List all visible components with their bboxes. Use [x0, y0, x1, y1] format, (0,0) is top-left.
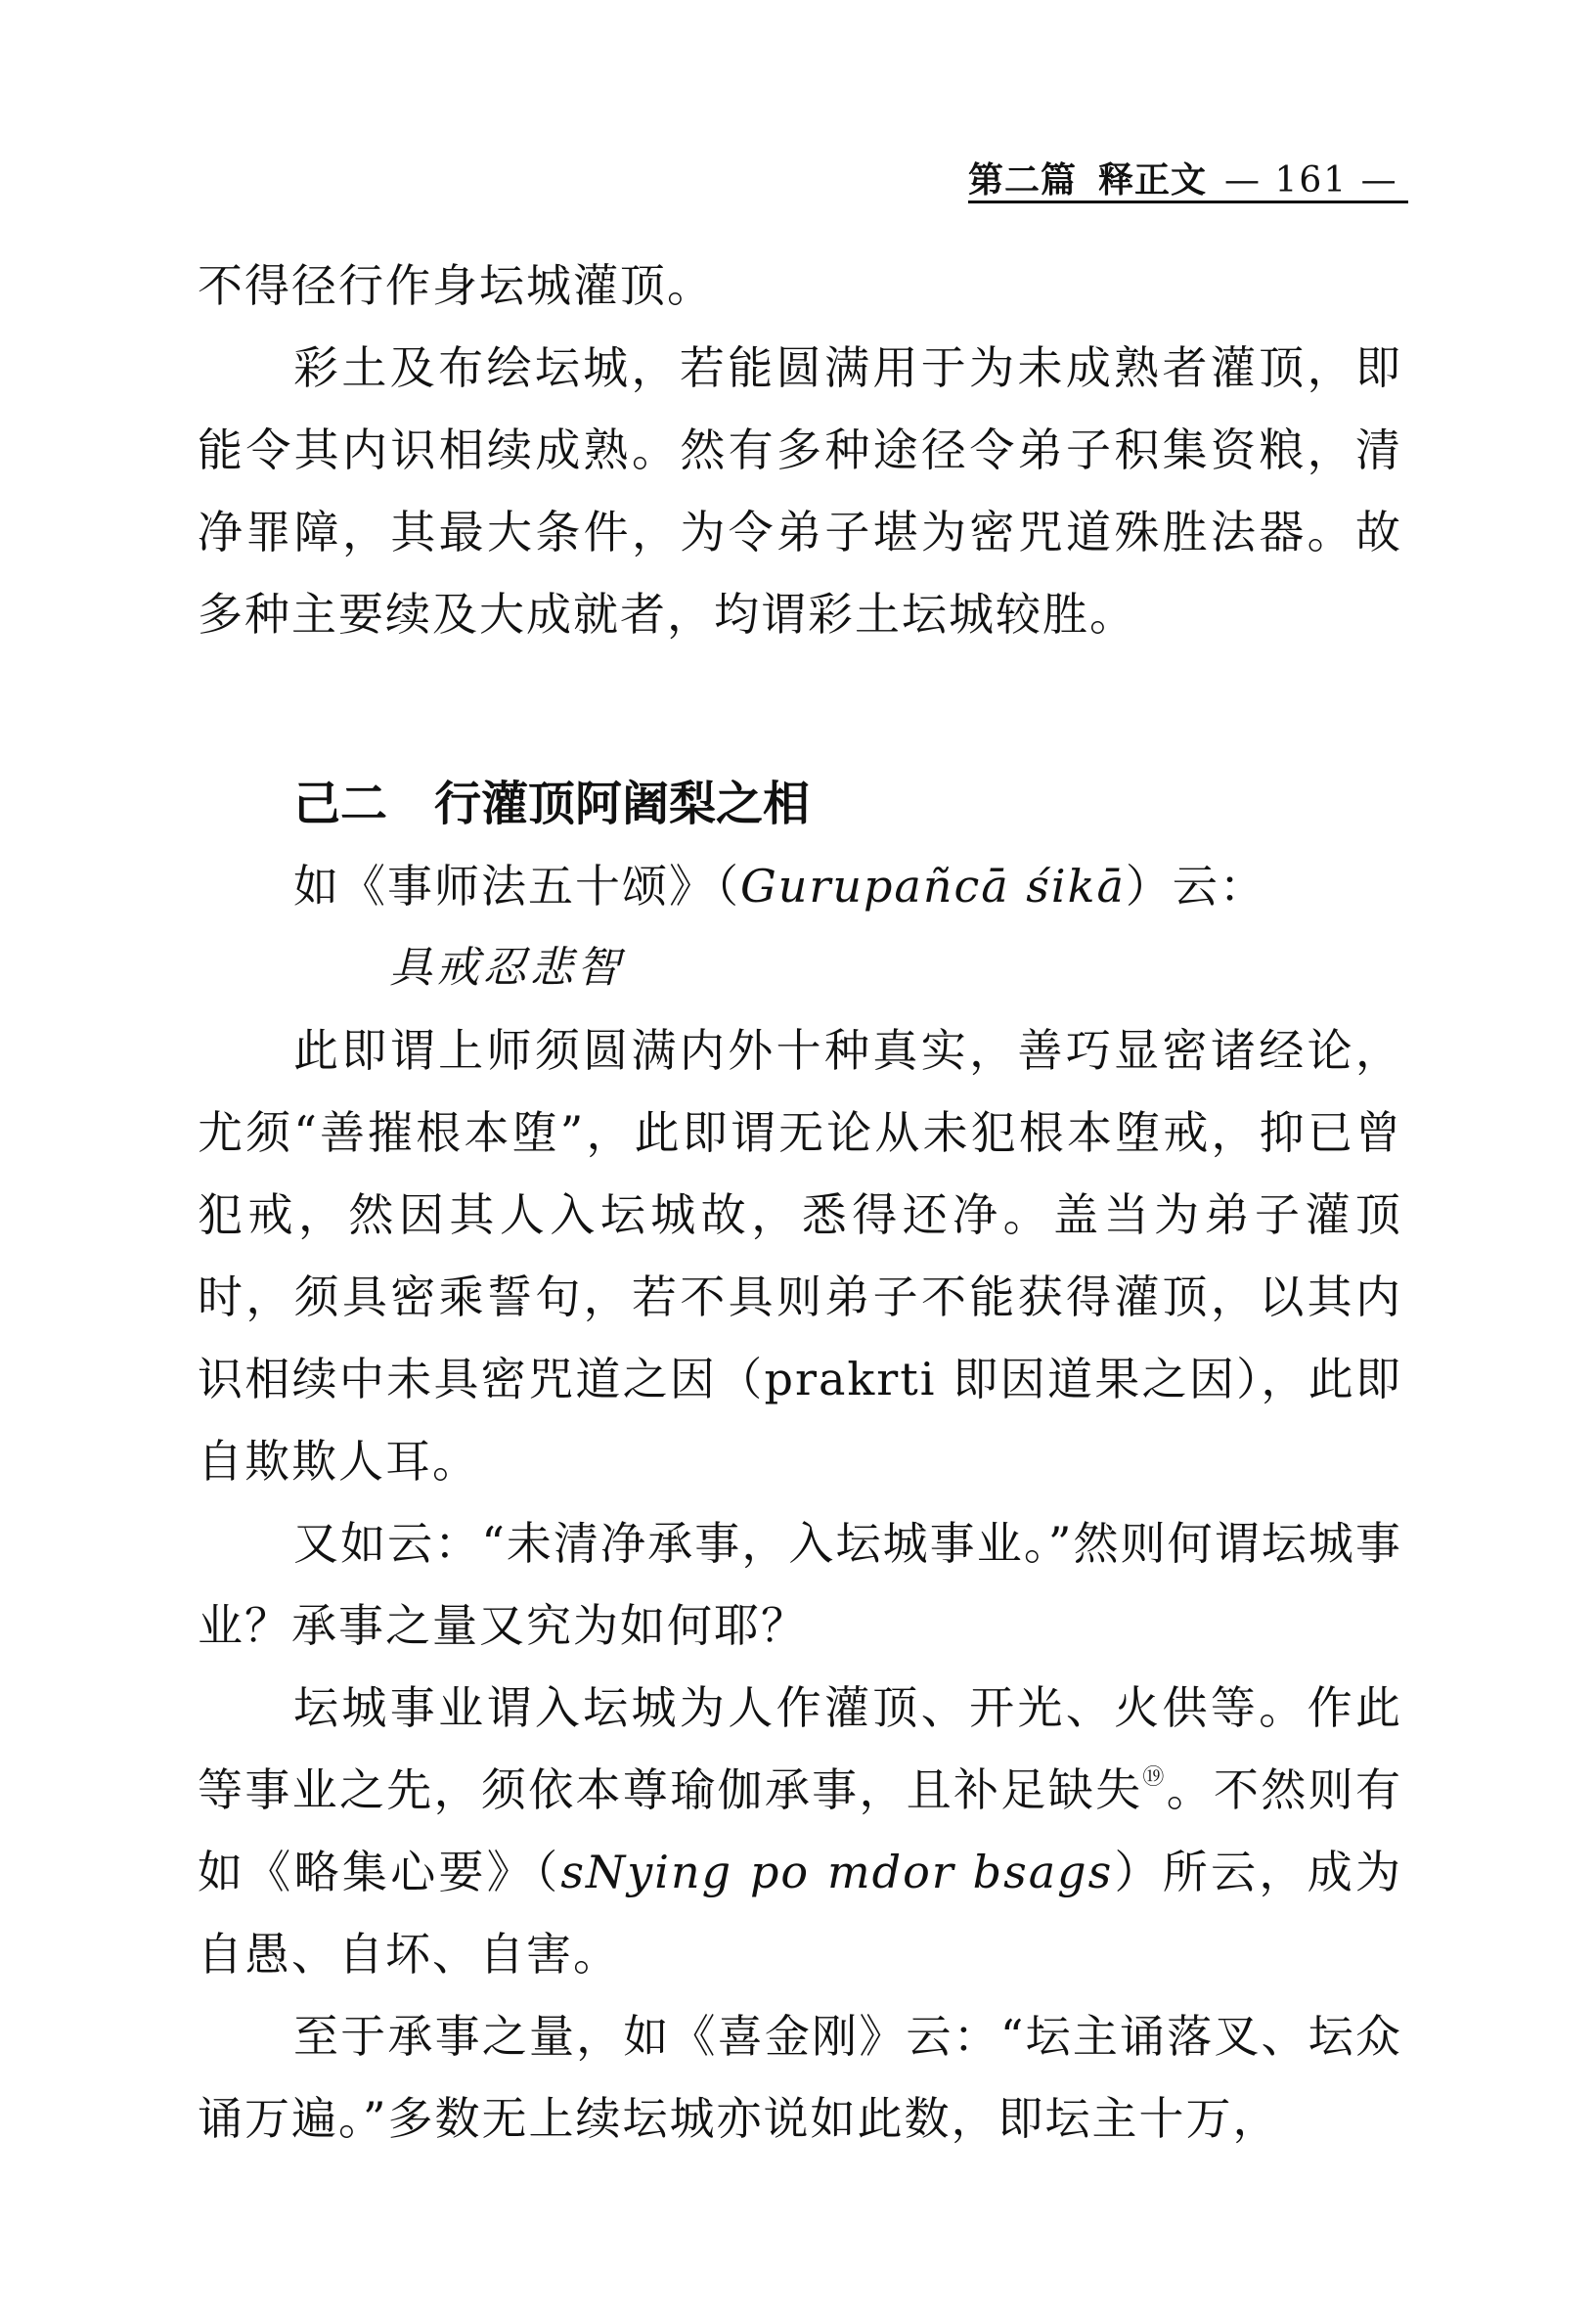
paragraph-3-lead: 如《事师法五十颂》（ [293, 860, 740, 913]
paragraph-5: 又如云：“未清净承事，入坛城事业。”然则何谓坛城事业？承事之量又究为如何耶？ [198, 1517, 1402, 1652]
section-heading [293, 763, 810, 845]
paragraph-3-tail: ）云： [1125, 860, 1266, 913]
sanskrit-title: Gurupañcā śikā [740, 860, 1126, 913]
paragraph-6-tail: ）所云，成为自愚、自坏、自害。 [198, 1846, 1402, 1981]
verse-quote: 具戒忍悲智 [389, 943, 624, 993]
paragraph-7: 至于承事之量，如《喜金刚》云：“坛主诵落叉、坛众诵万遍。”多数无上续坛城亦说如此数，即坛主十万， [198, 2010, 1402, 2145]
section-heading-number: 己二 [293, 777, 388, 831]
running-head-chapter: 释正文 [1098, 159, 1208, 201]
paragraph-1: 不得径行作身坛城灌顶。 [198, 259, 714, 312]
running-head [968, 156, 1408, 203]
tibetan-title: sNying po mdor bsags [560, 1846, 1114, 1898]
paragraph-3 [198, 845, 1402, 927]
paragraph-2: 彩土及布绘坛城，若能圆满用于为未成熟者灌顶，即能令其内识相续成熟。然有多种途径令弟子积集资粮，清净罪障，其最大条件，为令弟子堪为密咒道殊胜法器。故多种主要续及大成就者，均谓彩土坛城较胜。 [198, 341, 1402, 641]
running-head-section: 第二篇 [968, 159, 1078, 201]
paragraph-6 [198, 1667, 1402, 1995]
paragraph-4: 此即谓上师须圆满内外十种真实，善巧显密诸经论，尤须“善摧根本堕”，此即谓无论从未犯根本堕戒，抑已曾犯戒，然因其人入坛城故，悉得还净。盖当为弟子灌顶时，须具密乘誓句，若不具则弟子不能获得灌顶，以其内识相续中未具密咒道之因（prakrti 即因道果之因），此即自欺欺人耳。 [198, 1024, 1402, 1488]
footnote-marker: ⑲ [1142, 1765, 1167, 1790]
section-heading-title: 行灌顶阿阇梨之相 [434, 777, 811, 831]
paragraph-6-middle: 。不然则有如《略集心要》（ [198, 1763, 1402, 1898]
paragraph-6-lead: 坛城事业谓入坛城为人作灌顶、开光、火供等。作此等事业之先，须依本尊瑜伽承事，且补足缺失 [198, 1681, 1402, 1816]
page-number: — 161 — [1224, 160, 1398, 201]
